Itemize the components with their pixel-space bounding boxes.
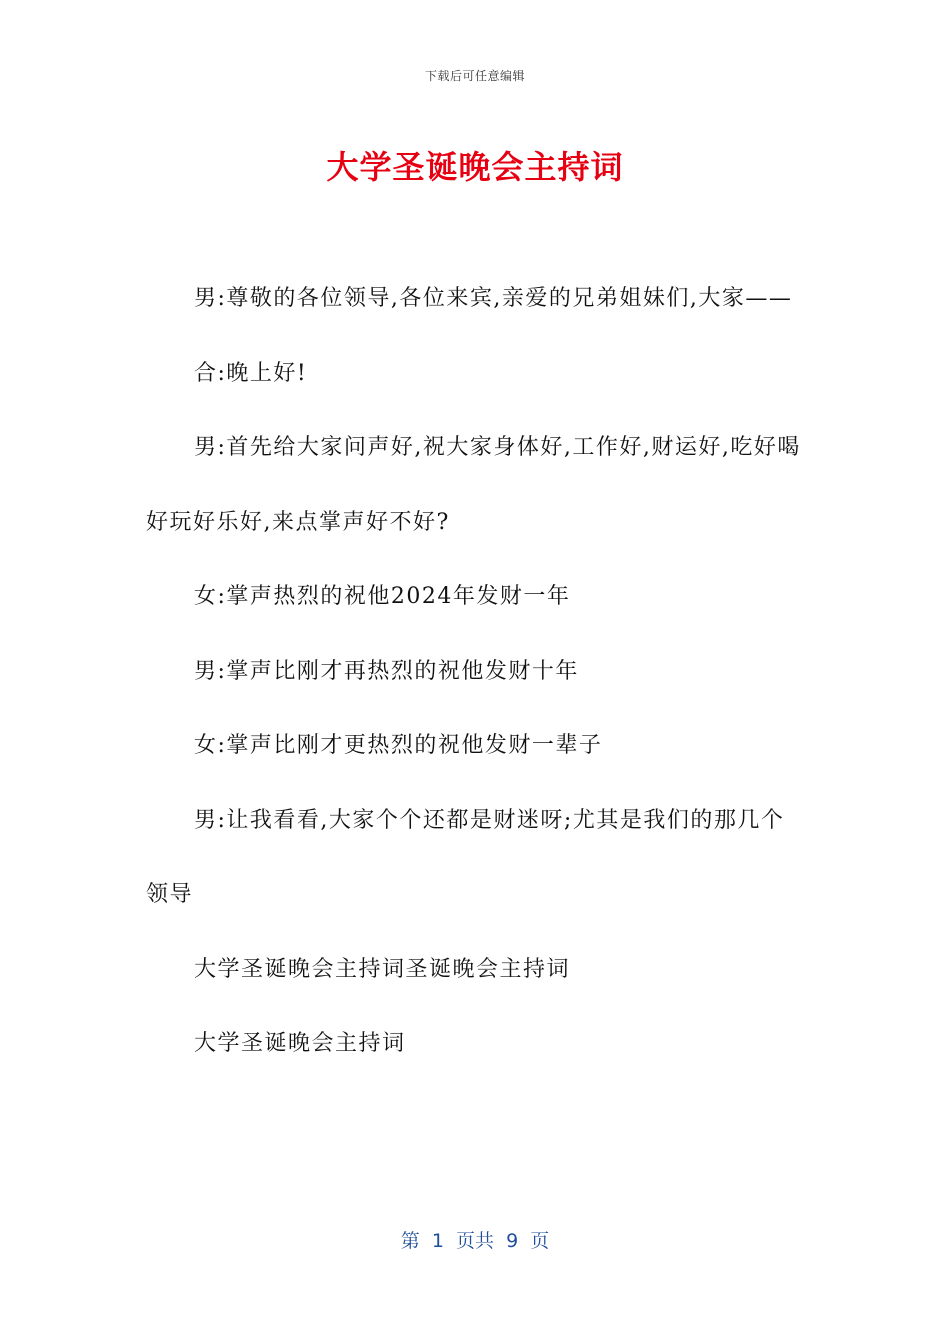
paragraph-7: 男:让我看看,大家个个还都是财迷呀;尤其是我们的那几个领导 bbox=[146, 807, 785, 907]
paragraph-5: 男:掌声比刚才再热烈的祝他发财十年 bbox=[194, 658, 579, 684]
paragraph-1: 男:尊敬的各位领导,各位来宾,亲爱的兄弟姐妹们,大家—— bbox=[194, 286, 793, 311]
document-body bbox=[146, 262, 806, 1082]
paragraph-6: 女:掌声比刚才更热烈的祝他发财一辈子 bbox=[194, 733, 603, 758]
page-number-footer: 第 1 页共 9 页 bbox=[400, 1230, 550, 1252]
paragraph-2: 合:晚上好! bbox=[194, 360, 308, 386]
paragraph-8: 大学圣诞晚会主持词圣诞晚会主持词 bbox=[194, 956, 571, 982]
paragraph-4: 女:掌声热烈的祝他2024年发财一年 bbox=[194, 584, 571, 609]
header-note: 下载后可任意编辑 bbox=[424, 69, 525, 83]
document-title: 大学圣诞晚会主持词 bbox=[326, 148, 624, 186]
paragraph-9: 大学圣诞晚会主持词 bbox=[194, 1031, 406, 1056]
paragraph-3: 男:首先给大家问声好,祝大家身体好,工作好,财运好,吃好喝好玩好乐好,来点掌声好不好? bbox=[146, 435, 801, 535]
